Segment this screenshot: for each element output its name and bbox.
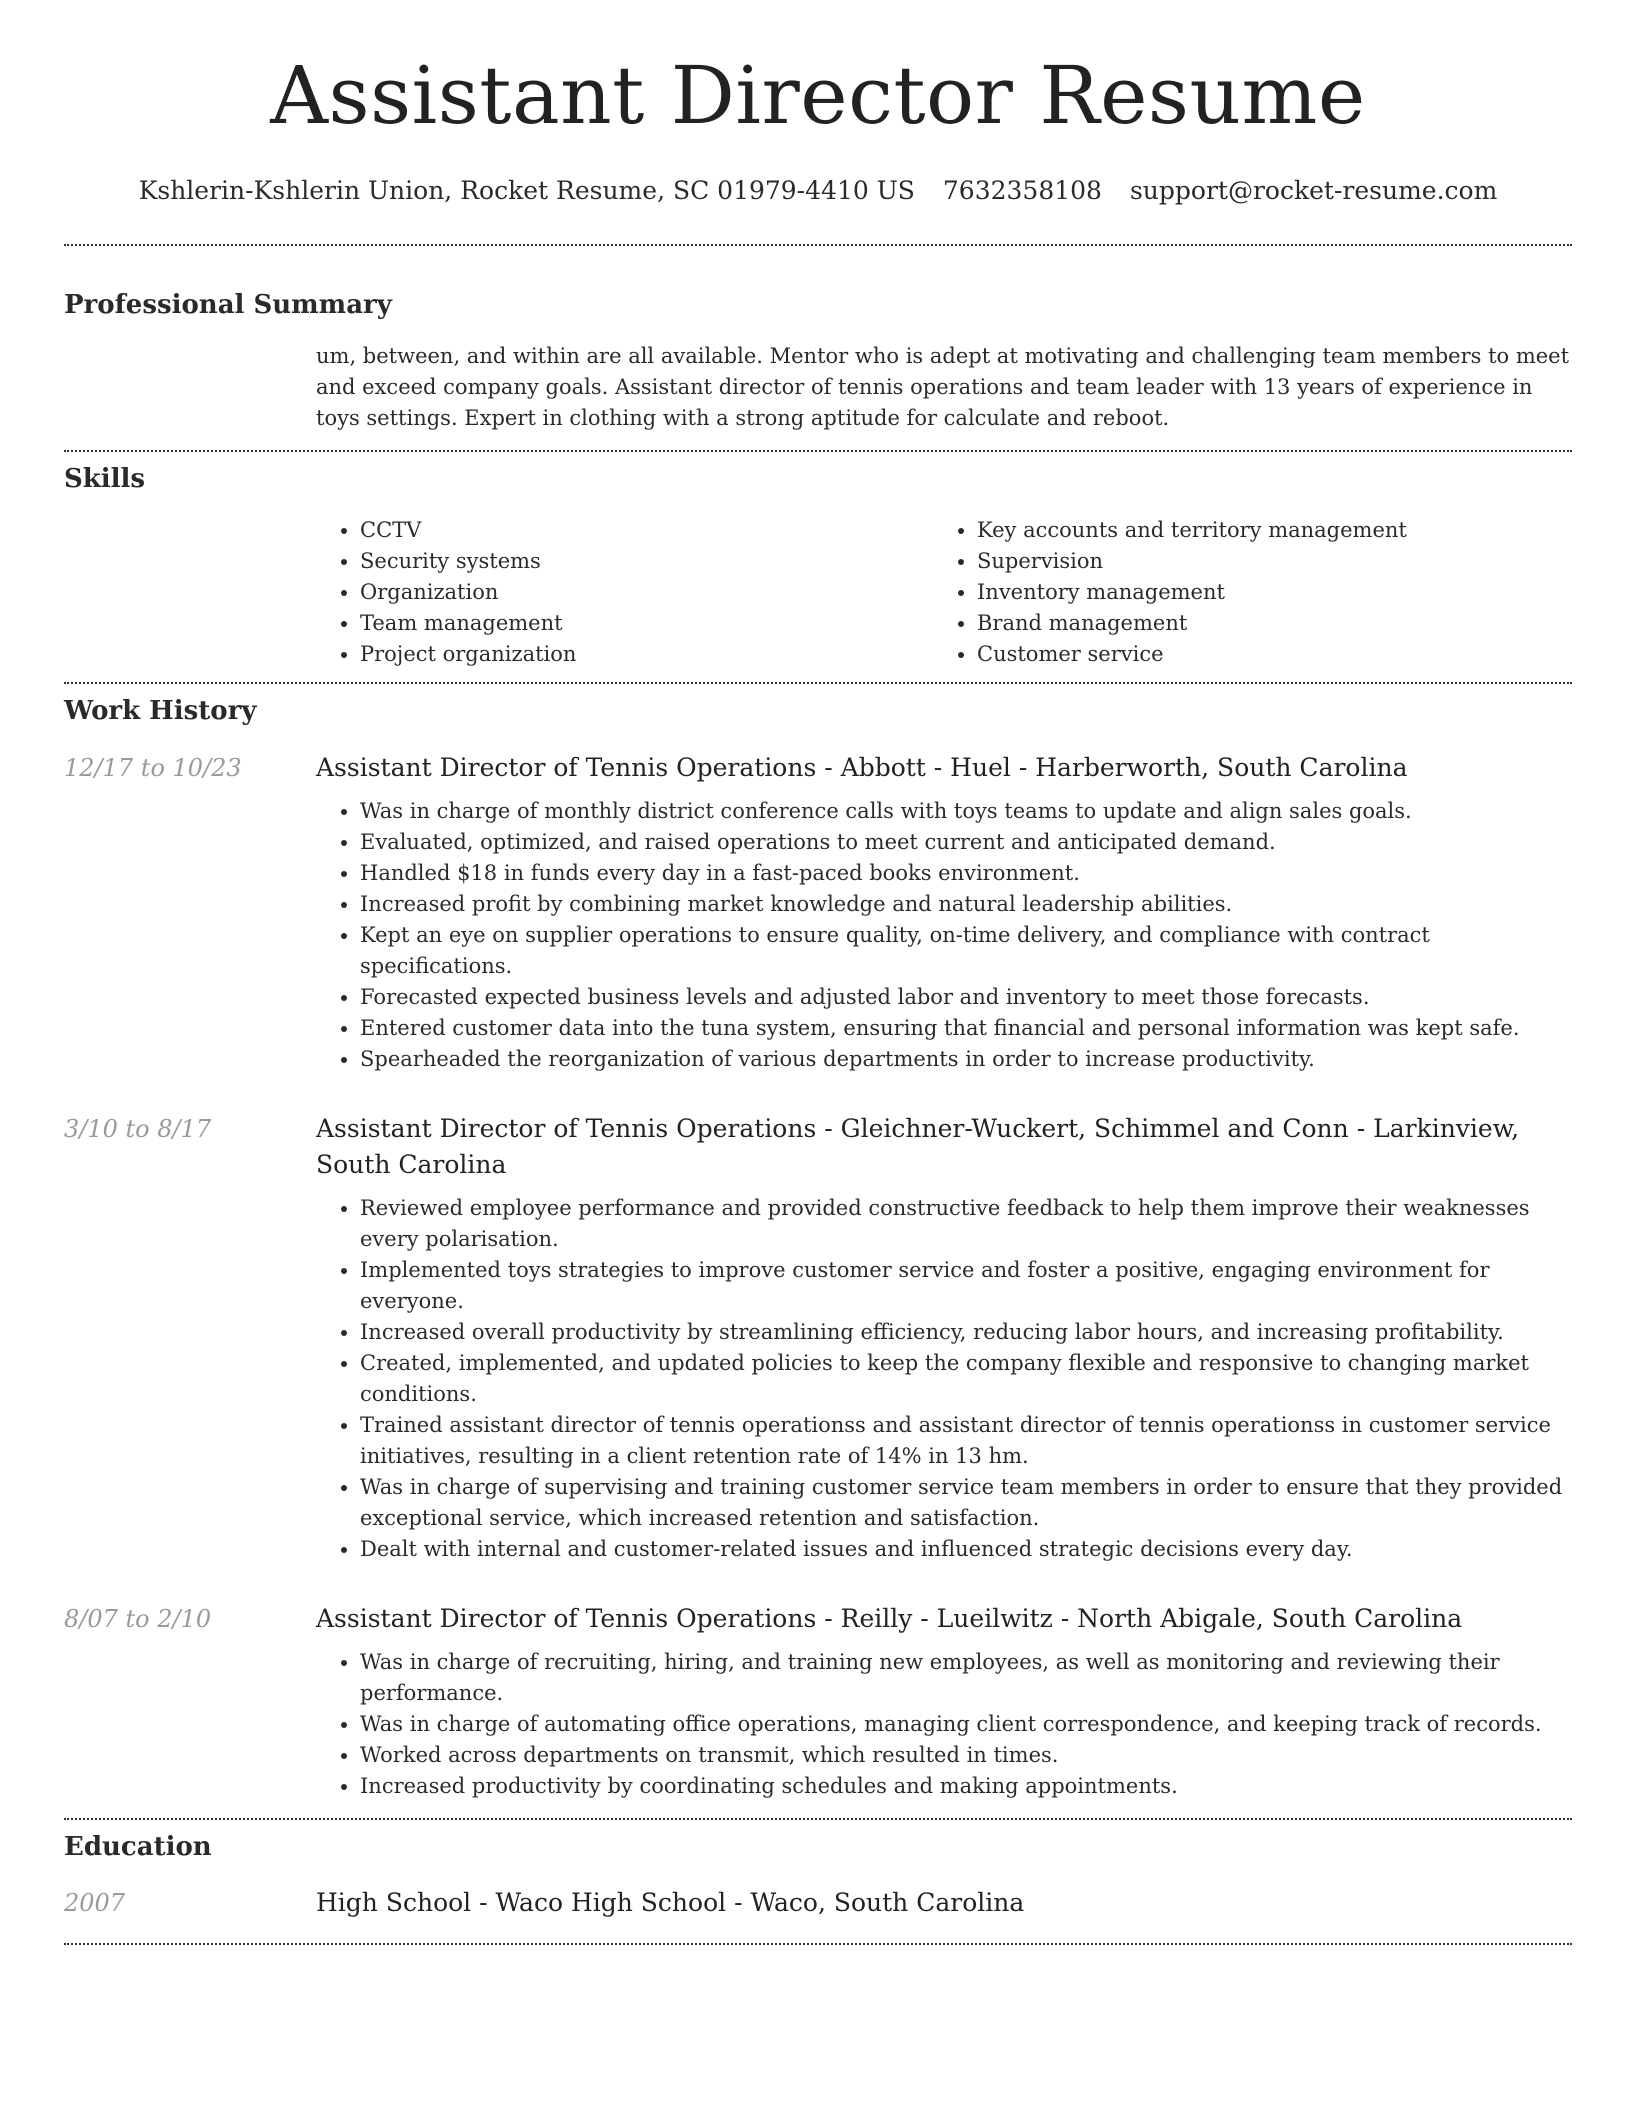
job-bullets: [316, 796, 1572, 1075]
work-heading: Work History: [64, 696, 257, 727]
education-dates: 2007: [64, 1888, 126, 1917]
job-dates: 8/07 to 2/10: [64, 1604, 212, 1633]
divider: [64, 450, 1572, 452]
skill-item: • Supervision: [977, 546, 1550, 577]
skills-section: [64, 464, 1572, 670]
list-item: • Increased overall productivity by streamlining efficiency, reducing labor hours, and increasing profitability.: [360, 1317, 1572, 1348]
list-item: • Created, implemented, and updated policies to keep the company flexible and responsive to changing market conditions.: [360, 1348, 1572, 1410]
job-entry: [64, 1111, 1572, 1565]
list-item: • Was in charge of monthly district conference calls with toys teams to update and align sales goals.: [360, 796, 1572, 827]
list-item: • Dealt with internal and customer-related issues and influenced strategic decisions every day.: [360, 1534, 1572, 1565]
list-item: • Was in charge of recruiting, hiring, and training new employees, as well as monitoring and reviewing their performance.: [360, 1647, 1572, 1709]
contact-phone: 7632358108: [942, 176, 1102, 205]
skills-list-right: [933, 515, 1550, 670]
education-entry: [64, 1885, 1572, 1921]
job-bullets: [316, 1193, 1572, 1565]
education-section: [64, 1832, 1572, 1921]
list-item: • Implemented toys strategies to improve customer service and foster a positive, engaging environment for everyone.: [360, 1255, 1572, 1317]
education-heading: Education: [64, 1831, 212, 1862]
skills-grid: [316, 515, 1572, 670]
skill-item: • Inventory management: [977, 577, 1550, 608]
skill-item: • Key accounts and territory management: [977, 515, 1550, 546]
divider: [64, 1818, 1572, 1820]
divider: [64, 1943, 1572, 1945]
skill-item: • Organization: [360, 577, 933, 608]
list-item: • Reviewed employee performance and provided constructive feedback to help them improve their weaknesses every polarisation.: [360, 1193, 1572, 1255]
job-title: Assistant Director of Tennis Operations - Gleichner-Wuckert, Schimmel and Conn - Larkinview, South Carolina: [316, 1113, 1520, 1179]
job-entry: [64, 750, 1572, 1075]
list-item: • Trained assistant director of tennis operationss and assistant director of tennis operationss in customer service initiatives, resulting in a client retention rate of 14% in 13 hm.: [360, 1410, 1572, 1472]
list-item: • Increased profit by combining market knowledge and natural leadership abilities.: [360, 889, 1572, 920]
education-title: High School - Waco High School - Waco, South Carolina: [316, 1887, 1025, 1917]
job-entry: [64, 1601, 1572, 1802]
contact-line: [64, 176, 1572, 206]
skills-list-left: [316, 515, 933, 670]
skills-heading: Skills: [64, 464, 146, 495]
list-item: • Forecasted expected business levels and adjusted labor and inventory to meet those forecasts.: [360, 982, 1572, 1013]
skill-item: • CCTV: [360, 515, 933, 546]
list-item: • Worked across departments on transmit, which resulted in times.: [360, 1740, 1572, 1771]
job-dates: 12/17 to 10/23: [64, 753, 242, 782]
resume-title: Assistant Director Resume: [270, 49, 1366, 142]
contact-email: support@rocket-resume.com: [1129, 176, 1498, 205]
job-bullets: [316, 1647, 1572, 1802]
divider: [64, 682, 1572, 684]
skill-item: • Project organization: [360, 639, 933, 670]
skill-item: • Team management: [360, 608, 933, 639]
summary-body: [316, 341, 1572, 434]
summary-text: um, between, and within are all available. Mentor who is adept at motivating and challenging team members to meet and exceed company goals. Assistant director of tennis operations and team leader with 13 years of experience in toys settings. Expert in clothing with a strong aptitude for calculate and reboot.: [316, 344, 1570, 431]
skill-item: • Brand management: [977, 608, 1550, 639]
list-item: • Kept an eye on supplier operations to ensure quality, on-time delivery, and compliance with contract specifications.: [360, 920, 1572, 982]
list-item: • Spearheaded the reorganization of various departments in order to increase productivity.: [360, 1044, 1572, 1075]
skill-item: • Security systems: [360, 546, 933, 577]
job-title: Assistant Director of Tennis Operations - Abbott - Huel - Harberworth, South Carolina: [316, 752, 1408, 782]
resume-page: [64, 0, 1572, 1945]
list-item: • Entered customer data into the tuna system, ensuring that financial and personal information was kept safe.: [360, 1013, 1572, 1044]
work-section: [64, 696, 1572, 1801]
job-dates: 3/10 to 8/17: [64, 1114, 212, 1143]
list-item: • Increased productivity by coordinating schedules and making appointments.: [360, 1771, 1572, 1802]
divider: [64, 244, 1572, 246]
list-item: • Handled $18 in funds every day in a fast-paced books environment.: [360, 858, 1572, 889]
contact-address: Kshlerin-Kshlerin Union, Rocket Resume, SC 01979-4410 US: [138, 176, 915, 205]
summary-section: [64, 290, 1572, 434]
skill-item: • Customer service: [977, 639, 1550, 670]
job-title: Assistant Director of Tennis Operations - Reilly - Lueilwitz - North Abigale, South Carolina: [316, 1603, 1463, 1633]
list-item: • Was in charge of supervising and training customer service team members in order to ensure that they provided exceptional service, which increased retention and satisfaction.: [360, 1472, 1572, 1534]
list-item: • Evaluated, optimized, and raised operations to meet current and anticipated demand.: [360, 827, 1572, 858]
summary-heading: Professional Summary: [64, 290, 392, 320]
list-item: • Was in charge of automating office operations, managing client correspondence, and keeping track of records.: [360, 1709, 1572, 1740]
